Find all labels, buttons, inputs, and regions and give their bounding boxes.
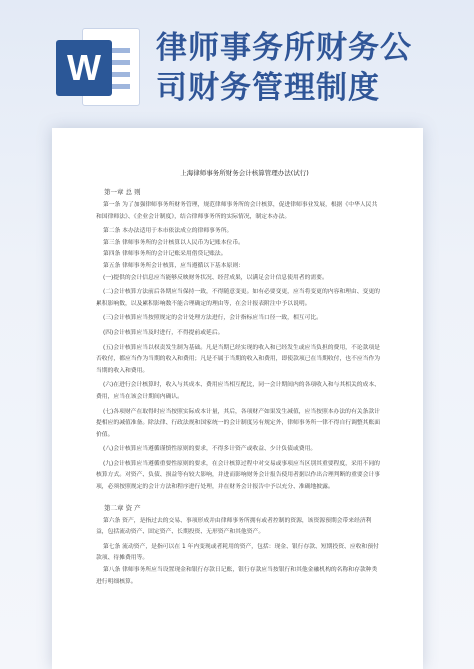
paragraph: (八)会计核算应当遵循谨慎性原则的要求，不得多计资产或收益、少计负债或费用。 [102,446,317,453]
word-letter-tile: W [56,40,112,96]
paragraph: (九)会计核算应当遵循重要性原则的要求，在会计核算过程中对交易或事项应当区别其重要程度，采用不同的核算方式。对资产、负债、损益等有较大影响，并进而影响财务会计报告使用者据以作出合理判断的重要会计事项，必须按照规定的会计方法和程序进行处理，并在财务会计报告中予以充分、准确地披露。 [96,460,381,491]
paragraph: 第一条 为了加强律师事务所财务管理，规范律师事务所的会计核算，促进律师事业发展，根据《中华人民共和国律师法》、《企业会计制度》，结合律师事务所的实际情况，制定本办法。 [96,202,378,220]
title-line-1: 律师事务所财务公 [156,30,412,66]
paragraph: (四)会计核算应当及时进行，不得提前或延后。 [102,329,224,336]
word-icon [56,26,142,110]
chapter-heading: 第一章 总 则 [104,188,141,196]
paragraph: (三)会计核算应当按照规定的会计处理方法进行，会计指标应当口径一致，相互可比。 [102,315,322,322]
document-title: 上海律师事务所财务会计核算管理办法(试行) [180,169,309,177]
header-banner [0,0,474,118]
paragraph: (六)在进行会计核算时，收入与其成本、费用应当相互配比，同一会计期间内的各项收入和与其相关的成本、费用，应当在该会计期间内确认。 [96,382,380,400]
title-line-2: 司财务管理制度 [156,70,380,106]
chapter-heading: 第二章 资 产 [104,503,141,512]
page-title [156,28,456,108]
paragraph: 第三条 律师事务所的会计核算以人民币为记账本位币。 [102,239,244,246]
paragraph: (五)会计核算应当以权责发生制为基础。凡是当期已经实现的收入和已经发生或应当负担的费用，不论款项是否收付，都应当作为当期的收入和费用；凡是不属于当期的收入和费用，即使款项已在当期收付，也不应当作为当期的收入和费用。 [96,344,381,374]
paragraph: 第七条 流动资产，是指可以在 1 年内变现或者耗用的资产，包括：现金、银行存款、短期投资、应收和预付款项、待摊费用等。 [96,543,379,562]
paragraph: 第二条 本办法适用于本市依法成立的律师事务所。 [102,228,233,235]
paragraph: 第五条 律师事务所会计核算，应当遵循以下基本原则： [102,262,244,269]
paragraph: (一)提供的会计信息应当能够反映财务状况、经营成果，以满足会计信息使用者的需要。 [102,274,328,281]
paragraph: (二)会计核算方法前后各期应当保持一致，不得随意变更。如有必要变更，应当将变更的内容和理由、变更的累积影响数，以及累积影响数不能合理确定的理由等，在会计报表附注中予以说明。 [96,289,380,307]
paragraph: 第四条 律师事务所的会计记账采用借贷记账法。 [102,251,227,258]
paragraph: (七)各项财产在取得时应当按照实际成本计量，其后，各项财产如果发生减值，应当按照本办法的有关条款计提相应的减值准备。除法律、行政法规和国家统一的会计制度另有规定外，律师事务所一律不得自行调整其账面价值。 [96,408,381,438]
document-page [52,128,423,669]
paragraph: 第六条 资产，是指过去的交易、事项形成并由律师事务所拥有或者控制的资源，该资源预期会带来经济利益，包括流动资产、固定资产、长期投资、无形资产和其他资产。 [96,517,372,536]
paragraph: 第八条 律师事务所应当设置现金和银行存款日记账，银行存款应当按银行和其他金融机构的名称和存款种类进行明细核算。 [96,567,378,585]
